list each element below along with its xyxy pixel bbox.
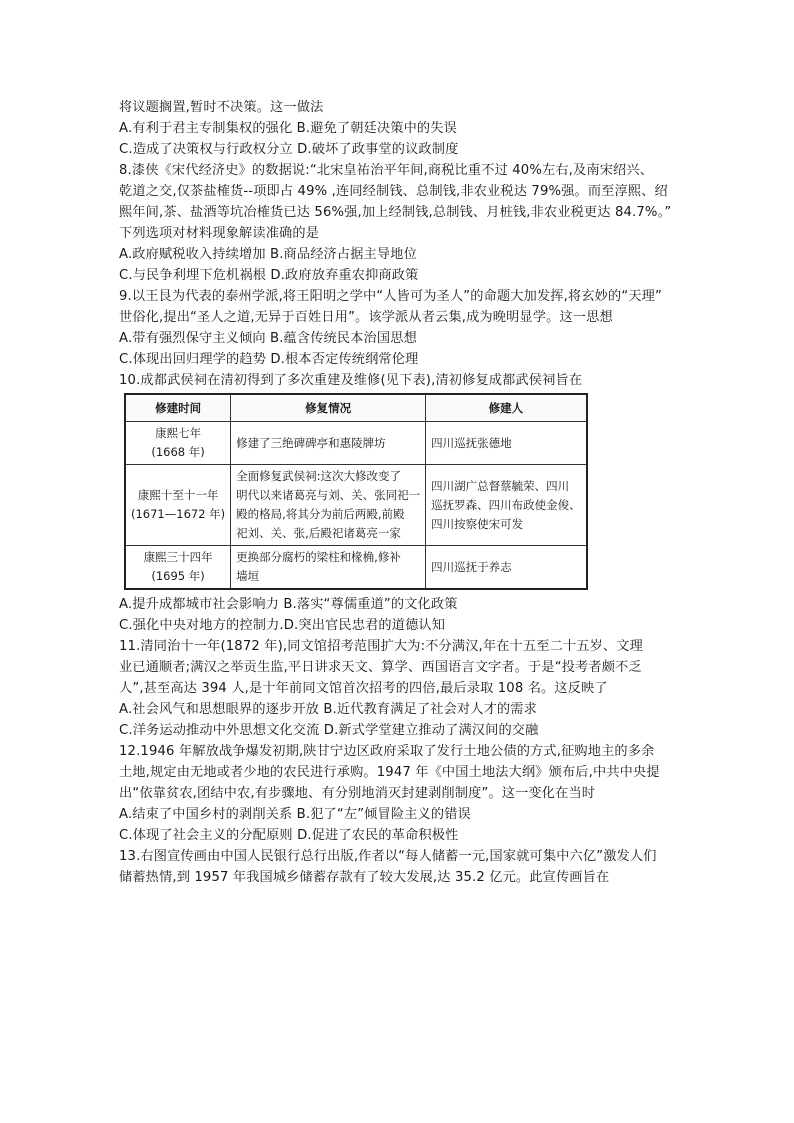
cell-line: 修建了三绝碑碑亭和惠陵牌坊 bbox=[236, 435, 386, 450]
text-line: C.体现了社会主义的分配原则 D.促进了农民的革命积极性 bbox=[119, 828, 459, 843]
cell-line: 更换部分腐朽的梁柱和椽桷,修补 bbox=[236, 550, 401, 564]
text-block-after-table bbox=[119, 594, 679, 888]
header-time: 修建时间 bbox=[125, 394, 231, 422]
cell-line: 巡抚罗森、四川布政使金俊、 bbox=[431, 497, 581, 512]
text-line: A.有利于君主专制集权的强化 B.避免了朝廷决策中的失误 bbox=[119, 121, 457, 136]
cell-line: (1695 年) bbox=[151, 569, 205, 583]
cell-builder bbox=[426, 465, 587, 546]
text-line: 9.以王艮为代表的泰州学派,将王阳明之学中“人皆可为圣人”的命题大加发挥,将玄妙的“天理” bbox=[119, 289, 662, 304]
text-line: C.与民争利埋下危机祸根 D.政府放弃重农抑商政策 bbox=[119, 268, 419, 283]
cell-line: 祀刘、关、张,后殿祀诸葛亮一家 bbox=[236, 526, 401, 540]
text-line: C.强化中央对地方的控制力.D.突出官民忠君的道德认知 bbox=[119, 618, 446, 633]
header-builder: 修建人 bbox=[426, 394, 587, 422]
cell-line: 康熙七年 bbox=[155, 426, 202, 440]
text-line: 人”,甚至高达 394 人,是十年前同文馆首次招考的四倍,最后录取 108 名。这反映了 bbox=[119, 681, 608, 696]
text-line: A.社会风气和思想眼界的逐步开放 B.近代教育满足了社会对人才的需求 bbox=[119, 702, 537, 717]
text-line: 业已通顺者;满汉之举贡生监,平日讲求天文、算学、西国语言文字者。于是“投考者颇不乏 bbox=[119, 660, 642, 675]
text-line: 10.成都武侯祠在清初得到了多次重建及维修(见下表),清初修复成都武侯祠旨在 bbox=[119, 373, 583, 388]
restoration-table bbox=[124, 393, 588, 590]
cell-line: 墙垣 bbox=[236, 569, 260, 583]
text-line: A.结束了中国乡村的剥削关系 B.犯了“左”倾冒险主义的错误 bbox=[119, 807, 471, 822]
document-page bbox=[119, 97, 679, 888]
cell-work bbox=[231, 422, 426, 465]
cell-line: 四川湖广总督蔡毓荣、四川 bbox=[431, 478, 570, 493]
text-line: 乾道之交,仅茶盐榷货--项即占 49% ,连同经制钱、总制钱,非农业税达 79%强。而至淳熙、绍 bbox=[119, 184, 668, 199]
text-line: 12.1946 年解放战争爆发初期,陕甘宁边区政府采取了发行土地公债的方式,征购地主的多余 bbox=[119, 744, 655, 759]
text-line: 出“依靠贫农,团结中农,有步骤地、有分别地消灭封建剥削制度”。这一变化在当时 bbox=[119, 786, 596, 801]
cell-builder bbox=[426, 546, 587, 590]
text-block-before-table bbox=[119, 97, 679, 391]
cell-builder bbox=[426, 422, 587, 465]
text-line: 储蓄热情,到 1957 年我国城乡储蓄存款有了较大发展,达 35.2 亿元。此宣传画旨在 bbox=[119, 870, 610, 885]
cell-work bbox=[231, 546, 426, 590]
text-line: C.体现出回归理学的趋势 D.根本否定传统纲常伦理 bbox=[119, 352, 419, 367]
text-line: A.带有强烈保守主义倾向 B.蕴含传统民本治国思想 bbox=[119, 331, 417, 346]
cell-time bbox=[125, 546, 231, 590]
cell-line: (1671—1672 年) bbox=[131, 507, 226, 521]
table-row bbox=[125, 422, 587, 465]
cell-line: 明代以来诸葛亮与刘、关、张同祀一 bbox=[236, 488, 421, 502]
text-line: A.政府赋税收入持续增加 B.商品经济占据主导地位 bbox=[119, 247, 417, 262]
cell-time bbox=[125, 465, 231, 546]
text-line: 11.清同治十一年(1872 年),同文馆招考范围扩大为:不分满汉,年在十五至二十五岁、文理 bbox=[119, 639, 643, 654]
table-header-row bbox=[125, 394, 587, 422]
text-line: C.造成了决策权与行政权分立 D.破坏了政事堂的议政制度 bbox=[119, 142, 459, 157]
text-line: 8.漆侠《宋代经济史》的数据说:“北宋皇祐治平年间,商税比重不过 40%左右,及南宋绍兴、 bbox=[119, 163, 654, 178]
cell-line: 康熙三十四年 bbox=[143, 550, 213, 564]
text-line: 13.右图宣传画由中国人民银行总行出版,作者以“每人储蓄一元,国家就可集中六亿”激发人们 bbox=[119, 849, 657, 864]
cell-line: 四川按察使宋可发 bbox=[431, 516, 524, 531]
text-line: A.提升成都城市社会影响力 B.落实“尊儒重道”的文化政策 bbox=[119, 597, 458, 612]
table-row bbox=[125, 465, 587, 546]
header-work: 修复情况 bbox=[231, 394, 426, 422]
cell-work bbox=[231, 465, 426, 546]
text-line: 下列选项对材料现象解读准确的是 bbox=[119, 226, 320, 241]
text-line: 熙年间,茶、盐酒等坑冶榷货已达 56%强,加上经制钱,总制钱、月桩钱,非农业税更达 84.7%。” bbox=[119, 205, 672, 220]
text-line: 将议题搁置,暂时不决策。这一做法 bbox=[119, 100, 324, 115]
text-line: 世俗化,提出“圣人之道,无异于百姓日用”。该学派从者云集,成为晚明显学。这一思想 bbox=[119, 310, 613, 325]
cell-line: 四川巡抚于养志 bbox=[431, 559, 512, 574]
cell-line: 全面修复武侯祠:这次大修改变了 bbox=[236, 469, 402, 483]
cell-line: (1668 年) bbox=[151, 445, 205, 459]
cell-line: 四川巡抚张德地 bbox=[431, 435, 512, 450]
text-line: C.洋务运动推动中外思想文化交流 D.新式学堂建立推动了满汉间的交融 bbox=[119, 723, 539, 738]
cell-time bbox=[125, 422, 231, 465]
cell-line: 殿的格局,将其分为前后两殿,前殿 bbox=[236, 507, 405, 521]
text-line: 土地,规定由无地或者少地的农民进行承购。1947 年《中国土地法大纲》颁布后,中共中央提 bbox=[119, 765, 660, 780]
cell-line: 康熙十至十一年 bbox=[137, 488, 219, 502]
table-row bbox=[125, 546, 587, 590]
